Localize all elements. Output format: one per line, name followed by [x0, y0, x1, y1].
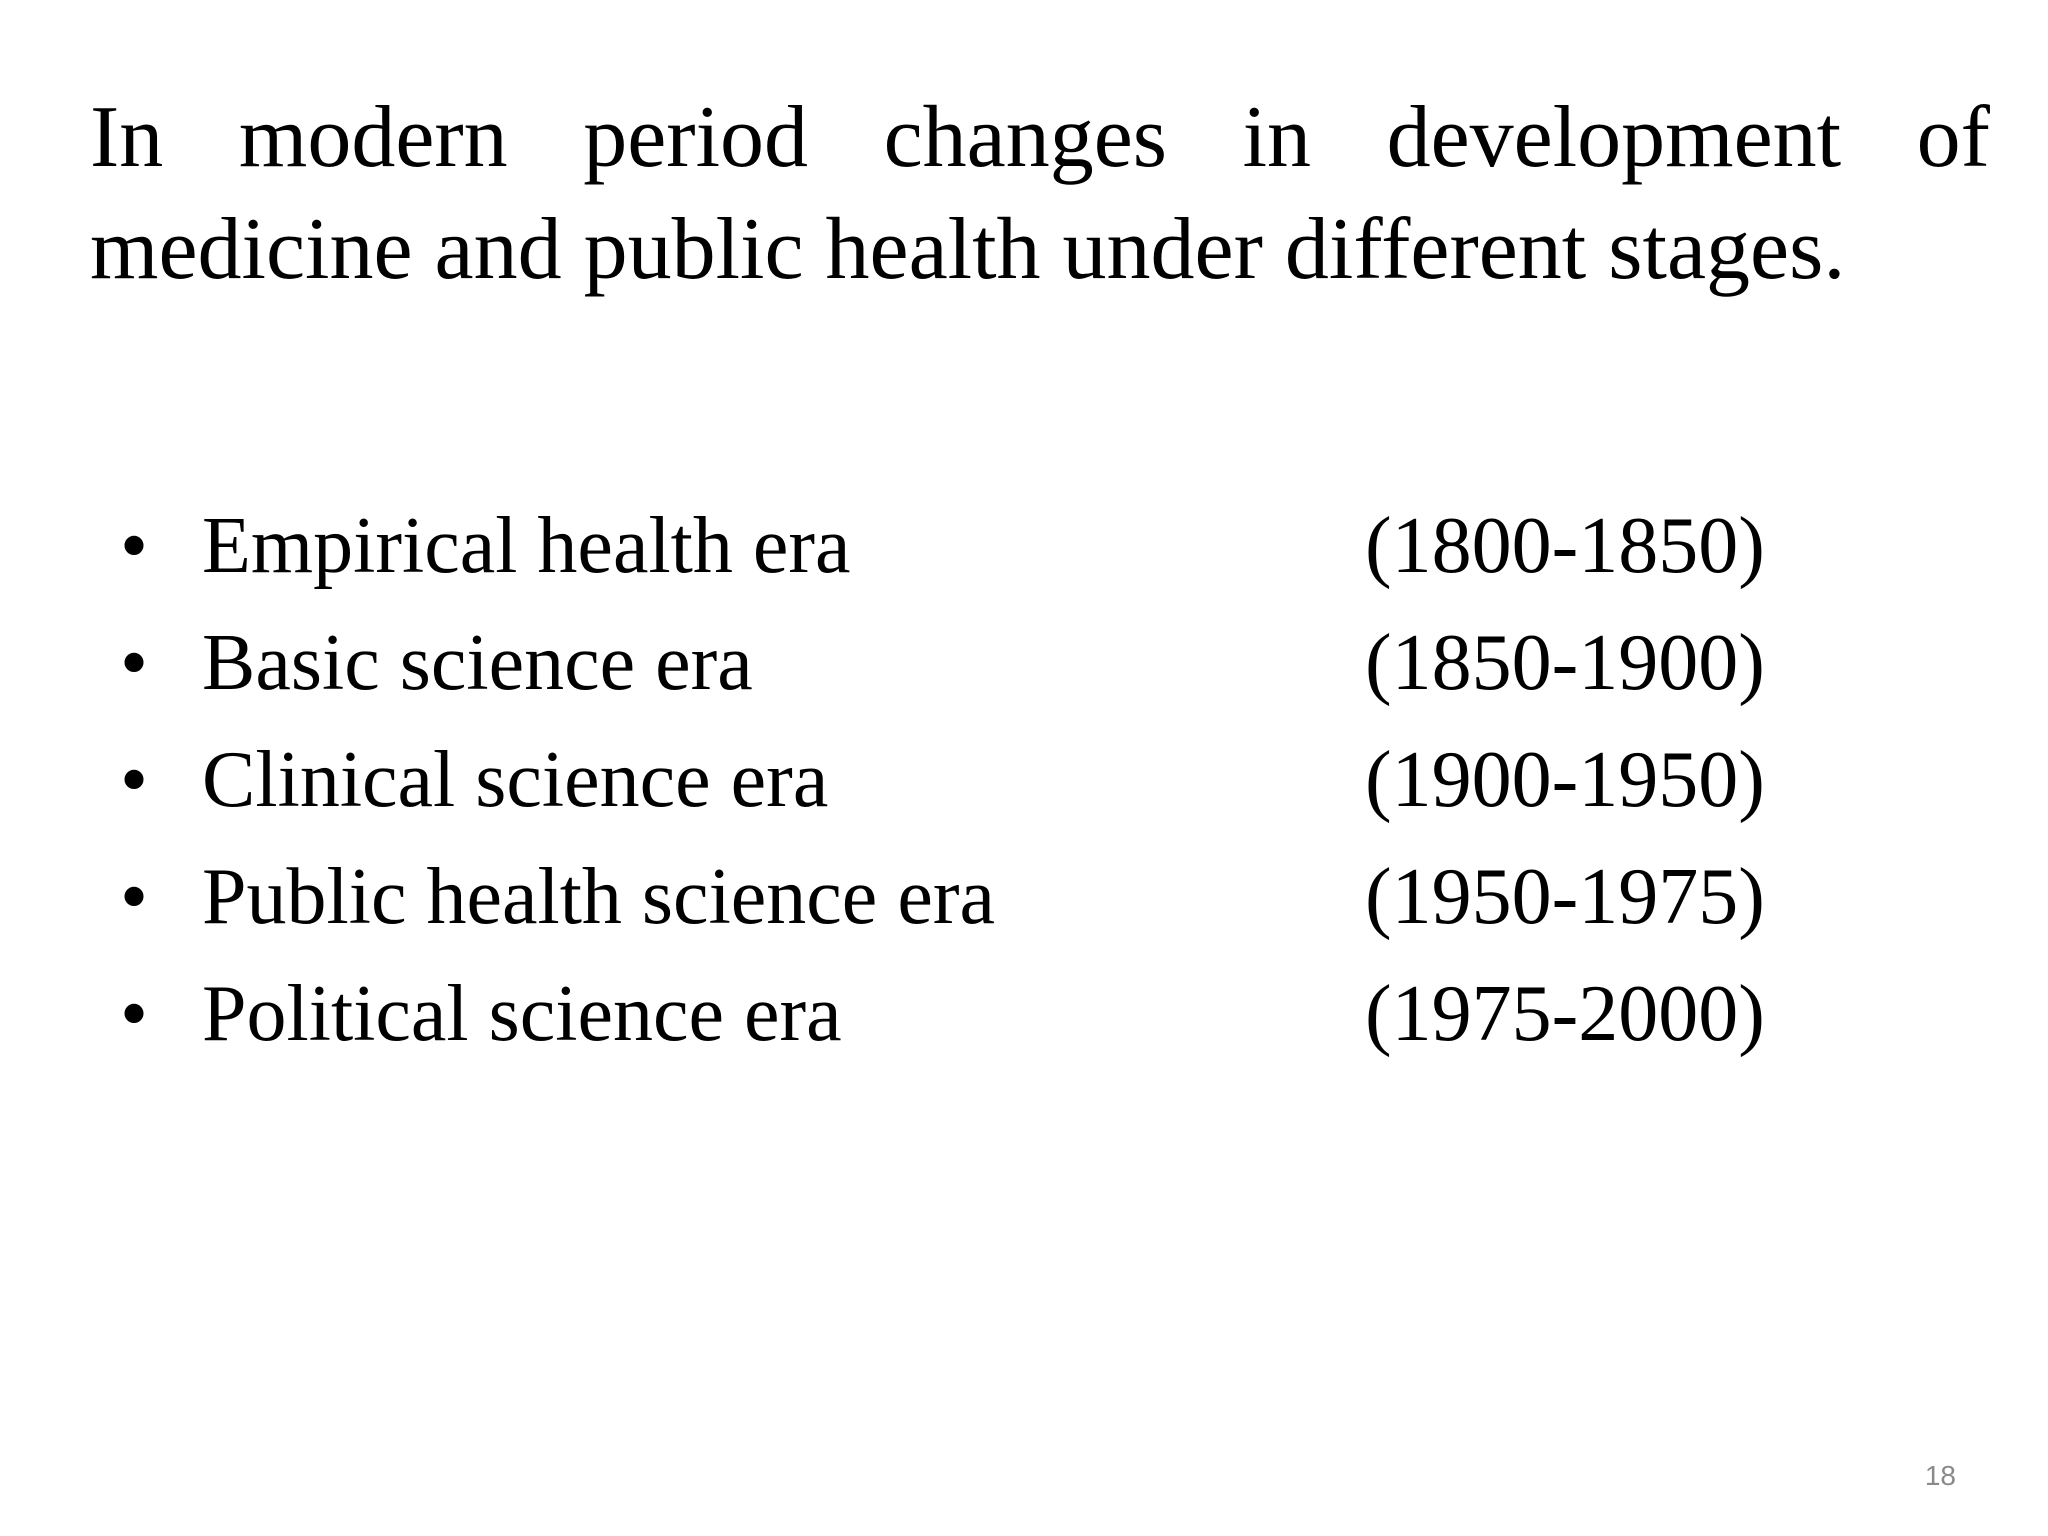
era-name: Empirical health era: [202, 502, 851, 590]
bullet-icon: •: [120, 502, 149, 590]
page-number: 18: [1924, 1460, 1956, 1491]
era-period: (1800-1850): [1365, 502, 1765, 590]
slide-title-line-2: medicine and public health under different stages.: [90, 201, 1846, 298]
slide-title-line-1: In modern period changes in development of: [90, 89, 1990, 186]
bullet-icon: •: [120, 853, 149, 941]
bullet-icon: •: [120, 736, 149, 824]
era-period: (1975-2000): [1365, 970, 1765, 1058]
era-name: Public health science era: [202, 853, 995, 941]
list-item: [120, 496, 1820, 613]
list-item: [120, 613, 1820, 730]
bullet-icon: •: [120, 619, 149, 707]
list-item: [120, 964, 1820, 1081]
bullet-icon: •: [120, 970, 149, 1058]
era-name: Clinical science era: [202, 736, 829, 824]
era-list: [120, 496, 1820, 1081]
slide-title: [90, 82, 1990, 306]
list-item: [120, 730, 1820, 847]
era-name: Basic science era: [202, 619, 753, 707]
era-name: Political science era: [202, 970, 842, 1058]
era-period: (1900-1950): [1365, 736, 1765, 824]
era-period: (1850-1900): [1365, 619, 1765, 707]
list-item: [120, 847, 1820, 964]
era-period: (1950-1975): [1365, 853, 1765, 941]
